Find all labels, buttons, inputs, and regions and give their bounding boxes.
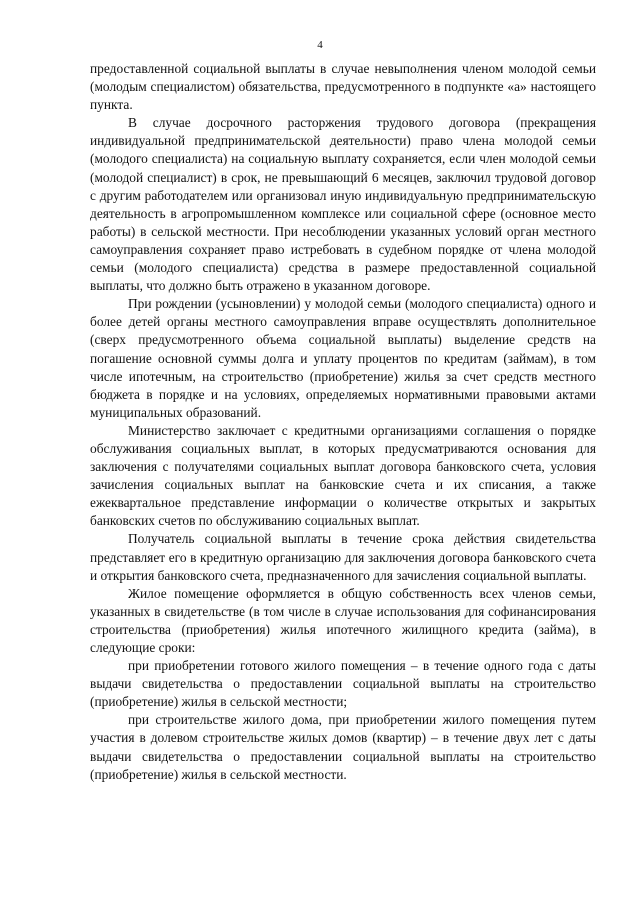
document-body [90, 60, 596, 784]
paragraph-ministry-agreements: Министерство заключает с кредитными организациями соглашения о порядке обслуживания социальных выплат, в которых предусматриваются основания для заключения с получателями социальных выплат договора банковского счета, условия зачисления социальных выплат на банковские счета и их списания, а также ежеквартальное представление информации о количестве открытых и закрытых банковских счетов по обслуживанию социальных выплат. [90, 422, 596, 529]
paragraph-child-birth: При рождении (усыновлении) у молодой семьи (молодого специалиста) одного и более детей органы местного самоуправления вправе осуществлять дополнительное (сверх предусмотренного объема социальной выплаты) выделение средств на погашение основной суммы долга и уплату процентов по кредитам (займам), в том числе ипотечным, на строительство (приобретение) жилья за счет средств местного бюджета в порядке и на условиях, определяемых нормативными правовыми актами муниципальных образований. [90, 296, 596, 420]
paragraph-continuation: предоставленной социальной выплаты в случае невыполнения членом молодой семьи (молодым специалистом) обязательства, предусмотренного в подпункте «а» настоящего пункта. [90, 61, 596, 113]
paragraph-house-construction: при строительстве жилого дома, при приобретении жилого помещения путем участия в долевом строительстве жилых домов (квартир) – в течение двух лет с даты выдачи свидетельства о предоставлении социальной выплаты на строительство (приобретение) жилья в сельской местности. [90, 712, 596, 782]
page-number: 4 [317, 39, 323, 51]
paragraph-ready-housing: при приобретении готового жилого помещения – в течение одного года с даты выдачи свидетельства о предоставлении социальной выплаты на строительство (приобретение) жилья в сельской местности; [90, 658, 596, 710]
paragraph-certificate-recipient: Получатель социальной выплаты в течение срока действия свидетельства представляет его в кредитную организацию для заключения договора банковского счета и открытия банковского счета, предназначенного для зачисления социальной выплаты. [90, 531, 596, 583]
paragraph-ownership-terms: Жилое помещение оформляется в общую собственность всех членов семьи, указанных в свидетельстве (в том числе в случае использования для софинансирования строительства (приобретения) жилья ипотечного жилищного кредита (займа), в следующие сроки: [90, 585, 596, 655]
paragraph-early-termination: В случае досрочного расторжения трудового договора (прекращения индивидуальной предпринимательской деятельности) право члена молодой семьи (молодого специалиста) на социальную выплату сохраняется, если член молодой семьи (молодой специалист) в срок, не превышающий 6 месяцев, заключил трудовой договор с другим работодателем или организовал иную индивидуальную предпринимательскую деятельность в агропромышленном комплексе или социальной сфере (основное место работы) в сельской местности. При несоблюдении указанных условий орган местного самоуправления сохраняет право истребовать в судебном порядке от члена молодой семьи (молодого специалиста) средства в размере предоставленной социальной выплаты, что должно быть отражено в указанном договоре. [90, 115, 596, 294]
